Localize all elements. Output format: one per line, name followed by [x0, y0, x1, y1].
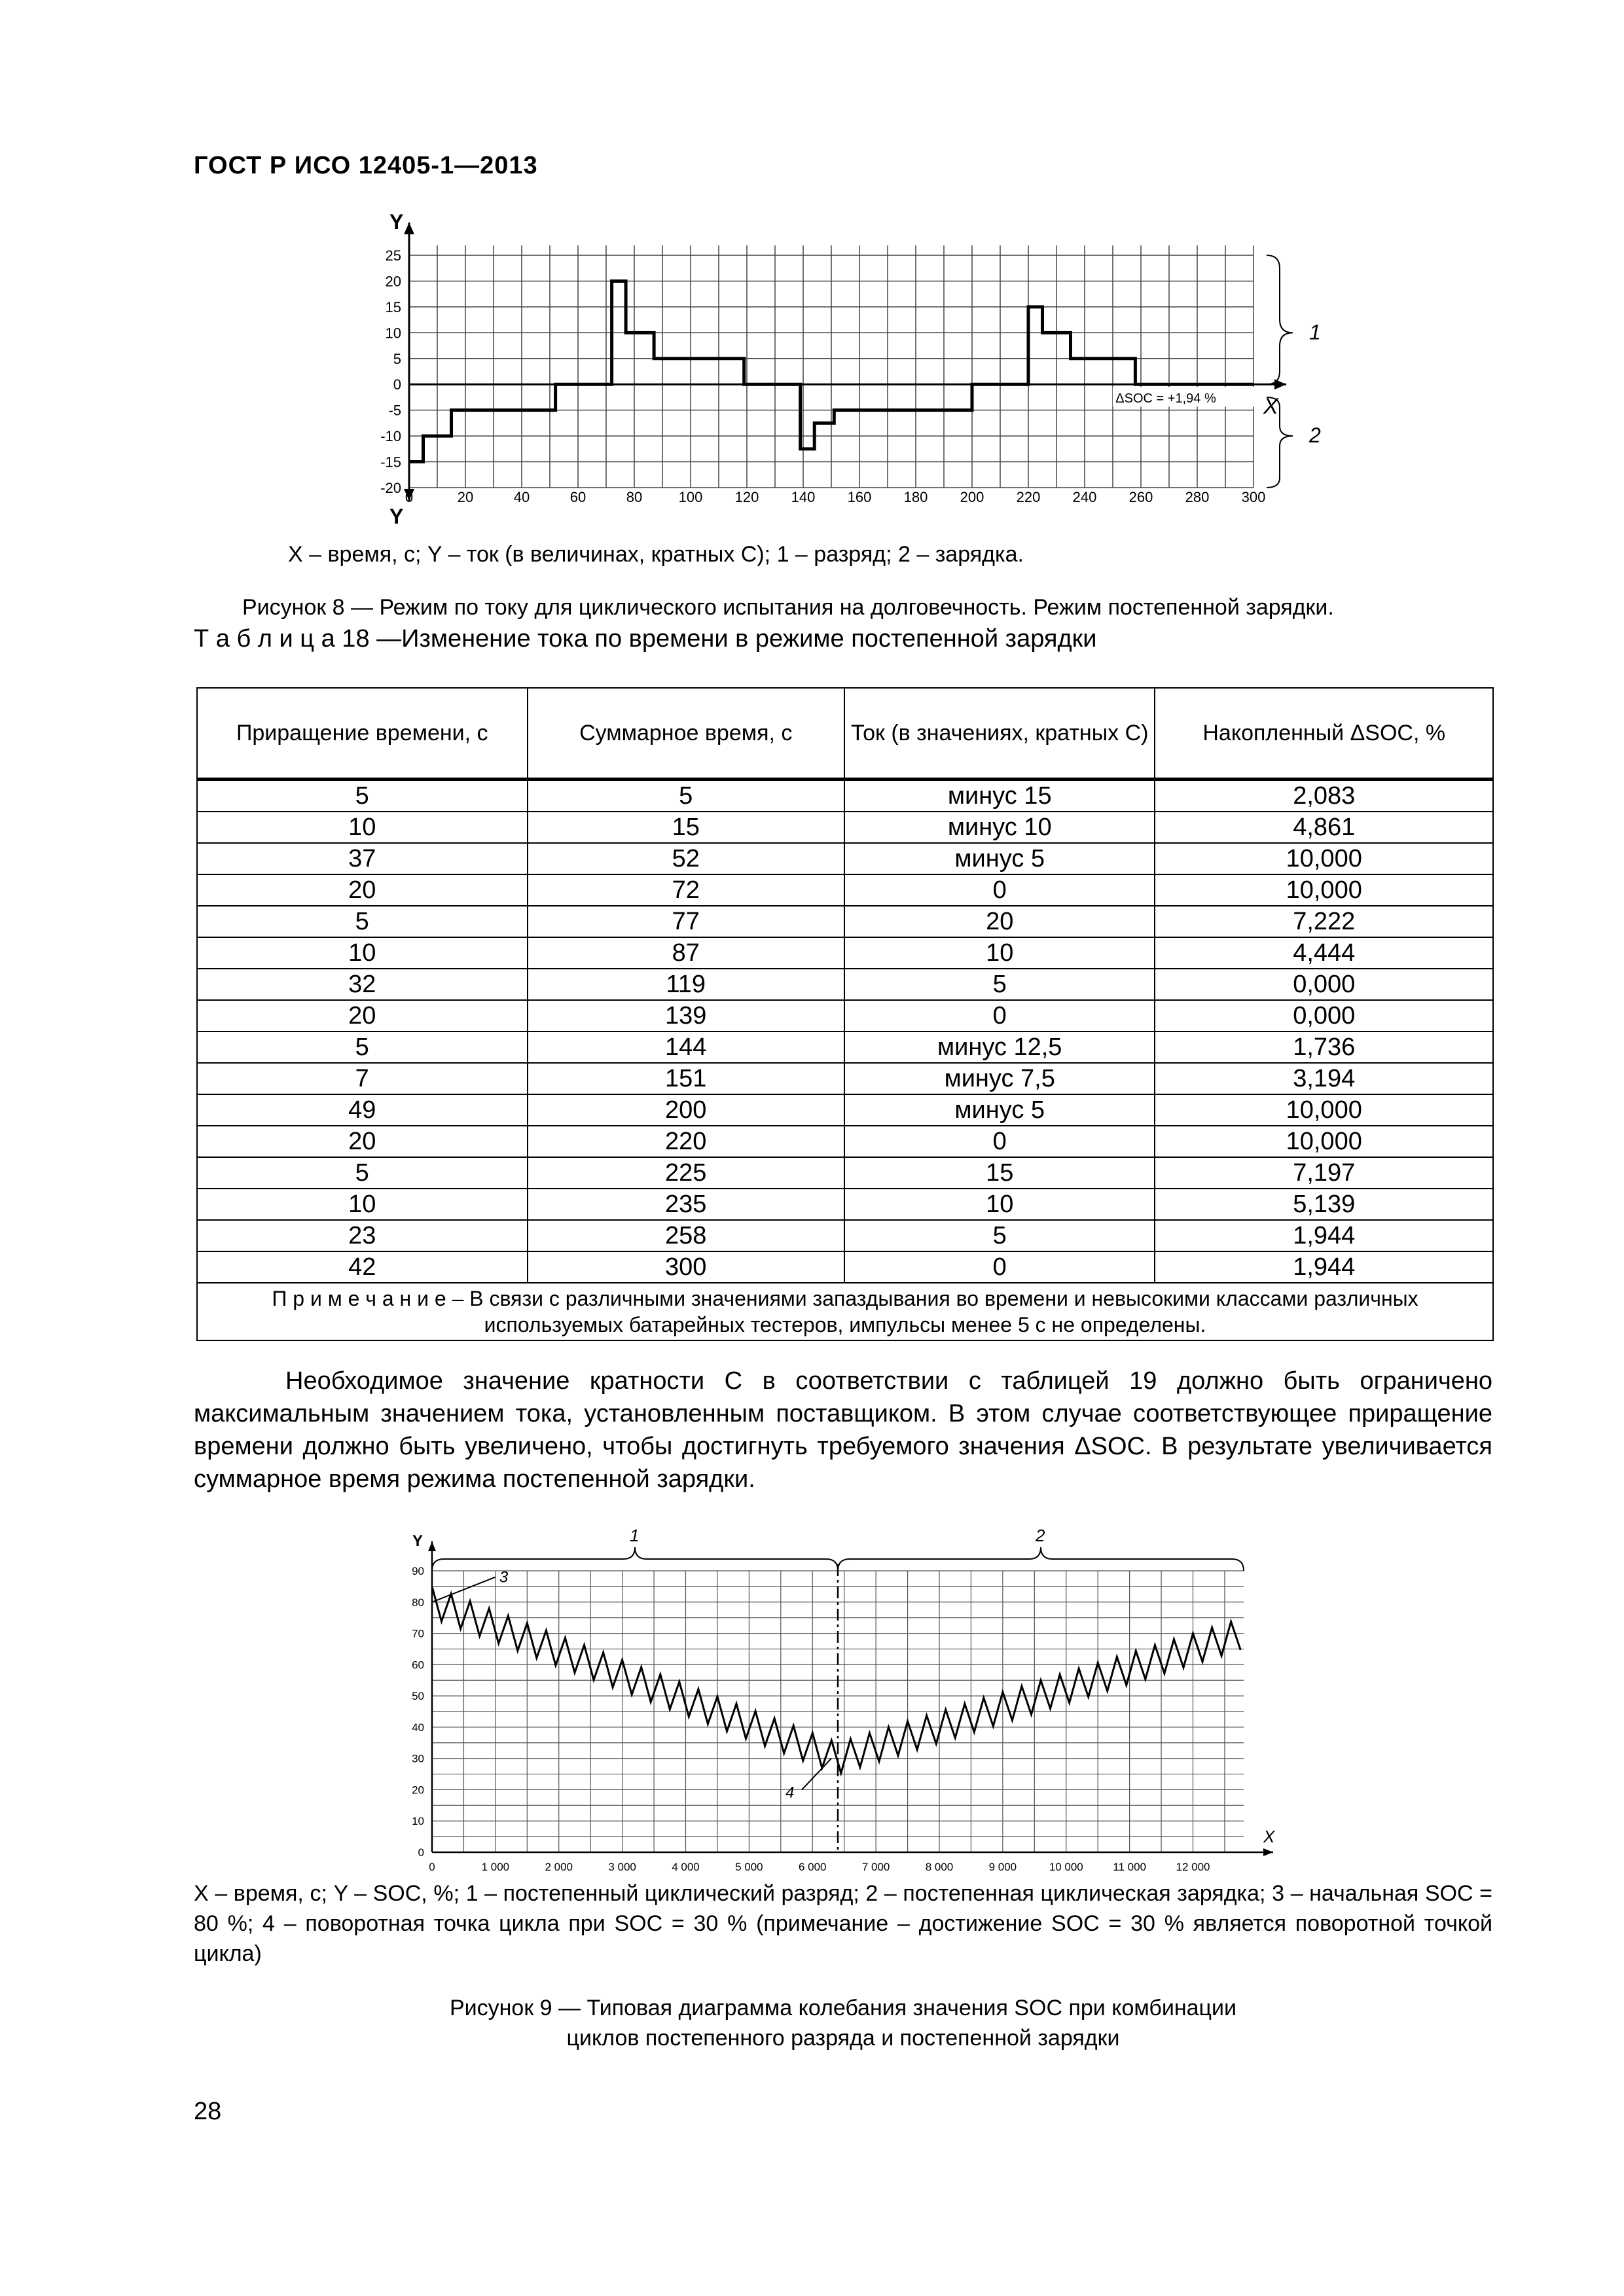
- x-tick-label: 20: [457, 489, 474, 505]
- marker-label: 3: [499, 1568, 509, 1587]
- y-tick-label: 50: [412, 1690, 424, 1703]
- table-cell: 10: [844, 1189, 1155, 1220]
- table-cell: 20: [197, 1126, 528, 1157]
- x-axis-label: X: [1263, 1827, 1275, 1846]
- brace: [432, 1547, 838, 1571]
- table-cell: минус 5: [844, 1094, 1155, 1126]
- table-cell: 5: [528, 780, 844, 812]
- table-cell: 32: [197, 969, 528, 1000]
- y-tick-label: 0: [418, 1846, 424, 1859]
- table-row: [197, 1094, 1493, 1126]
- table-cell: 23: [197, 1220, 528, 1251]
- figure-8-chart: [340, 209, 1388, 537]
- y-tick-label: 70: [412, 1627, 424, 1640]
- table-cell: минус 12,5: [844, 1031, 1155, 1063]
- table-row: [197, 1126, 1493, 1157]
- table-cell: 225: [528, 1157, 844, 1189]
- figure-9-annotations: [432, 1526, 1244, 1852]
- figure-8-tick-labels: [380, 210, 1279, 528]
- table-row: [197, 843, 1493, 874]
- table-cell: 119: [528, 969, 844, 1000]
- y-tick-label: 20: [412, 1784, 424, 1797]
- table-cell: 0: [844, 1000, 1155, 1031]
- table-note: П р и м е ч а н и е – В связи с различными значениями запаздывания во времени и невысокими классами различных используемых батарейных тестеров, импульсы менее 5 с не определены.: [197, 1283, 1493, 1340]
- table-cell: 20: [844, 906, 1155, 937]
- x-tick-label: 120: [734, 489, 759, 505]
- table-cell: 10,000: [1155, 843, 1493, 874]
- y-axis-label: Y: [412, 1532, 424, 1550]
- table-cell: 5,139: [1155, 1189, 1493, 1220]
- figure-9-tick-labels: [412, 1532, 1276, 1873]
- table-cell: 0: [844, 874, 1155, 906]
- annotation-text: ΔSOC = +1,94 %: [1115, 391, 1216, 406]
- table-cell: 258: [528, 1220, 844, 1251]
- table-cell: 10: [197, 937, 528, 969]
- x-tick-label: 3 000: [608, 1861, 636, 1873]
- table-cell: 20: [197, 1000, 528, 1031]
- figure-9-caption-line: Рисунок 9 — Типовая диаграмма колебания значения SOC при комбинации: [449, 1996, 1237, 2020]
- figure-8-annotations: [1113, 255, 1321, 488]
- figure-9-chart: [386, 1525, 1316, 1878]
- x-tick-label: 220: [1016, 489, 1041, 505]
- table-cell: 10: [197, 1189, 528, 1220]
- brace: [838, 1547, 1244, 1571]
- x-tick-label: 180: [903, 489, 928, 505]
- brace-label: 1: [1309, 320, 1321, 344]
- table-cell: 77: [528, 906, 844, 937]
- x-tick-label: 7 000: [861, 1861, 890, 1873]
- x-tick-label: 80: [626, 489, 643, 505]
- column-header: Приращение времени, с: [197, 688, 528, 780]
- y-tick-label: 60: [412, 1659, 424, 1672]
- table-row: [197, 969, 1493, 1000]
- table-row: [197, 906, 1493, 937]
- table-cell: 151: [528, 1063, 844, 1094]
- table-18: [196, 687, 1494, 1341]
- table-cell: 37: [197, 843, 528, 874]
- table-cell: 20: [197, 874, 528, 906]
- table-cell: 72: [528, 874, 844, 906]
- table-cell: 0,000: [1155, 1000, 1493, 1031]
- x-tick-label: 4 000: [672, 1861, 700, 1873]
- y-tick-label: 0: [393, 376, 401, 393]
- x-tick-label: 9 000: [988, 1861, 1017, 1873]
- table-row: [197, 780, 1493, 812]
- table-cell: 1,944: [1155, 1251, 1493, 1283]
- x-tick-label: 240: [1072, 489, 1097, 505]
- figure-9-soc-line: [432, 1587, 1240, 1773]
- x-tick-label: 1 000: [481, 1861, 510, 1873]
- table-cell: 300: [528, 1251, 844, 1283]
- table-cell: 200: [528, 1094, 844, 1126]
- table-cell: 3,194: [1155, 1063, 1493, 1094]
- x-tick-label: 260: [1128, 489, 1153, 505]
- table-cell: 1,736: [1155, 1031, 1493, 1063]
- table-cell: минус 5: [844, 843, 1155, 874]
- table-cell: 0: [844, 1126, 1155, 1157]
- x-tick-label: 280: [1185, 489, 1210, 505]
- paragraph-text: Необходимое значение кратности C в соответствии с таблицей 19 должно быть ограничено максимальным значением тока, установленным поставщиком. В этом случае соответствующее приращение времени должно быть увеличено, чтобы достигнуть требуемого значения ΔSOC. В результате увеличивается суммарное время режима постепенной зарядки.: [194, 1367, 1492, 1493]
- table-row: [197, 1157, 1493, 1189]
- x-tick-label: 140: [791, 489, 816, 505]
- table-cell: 5: [197, 906, 528, 937]
- table-cell: минус 10: [844, 812, 1155, 843]
- table-cell: 10,000: [1155, 874, 1493, 906]
- x-tick-label: 60: [569, 489, 586, 505]
- y-tick-label: 25: [385, 247, 401, 264]
- table-cell: 5: [197, 1157, 528, 1189]
- document-header: ГОСТ Р ИСО 12405-1—2013: [194, 152, 538, 179]
- table-cell: 144: [528, 1031, 844, 1063]
- x-tick-label: 0: [429, 1861, 435, 1873]
- table-cell: 235: [528, 1189, 844, 1220]
- table-row: [197, 1220, 1493, 1251]
- table-cell: 5: [844, 969, 1155, 1000]
- y-tick-label: -15: [380, 454, 401, 471]
- x-tick-label: 8 000: [925, 1861, 954, 1873]
- table-cell: 5: [197, 1031, 528, 1063]
- y-tick-label: 30: [412, 1752, 424, 1765]
- table-cell: 220: [528, 1126, 844, 1157]
- table-cell: 52: [528, 843, 844, 874]
- y-tick-label: 80: [412, 1596, 424, 1609]
- y-tick-label: 10: [385, 325, 401, 342]
- x-tick-label: 160: [847, 489, 872, 505]
- figure-9-caption-line: циклов постепенного разряда и постепенной зарядки: [566, 2026, 1120, 2051]
- figure-8-grid: [409, 245, 1254, 488]
- y-tick-label: 15: [385, 298, 401, 315]
- y-axis-label: Y: [389, 505, 404, 528]
- y-tick-label: 90: [412, 1565, 424, 1577]
- y-tick-label: 20: [385, 273, 401, 290]
- table-cell: 10: [844, 937, 1155, 969]
- x-tick-label: 10 000: [1049, 1861, 1083, 1873]
- table-cell: 4,444: [1155, 937, 1493, 969]
- x-axis-label: X: [1263, 394, 1278, 420]
- x-tick-label: 300: [1241, 489, 1266, 505]
- table-row: [197, 1031, 1493, 1063]
- table-cell: 139: [528, 1000, 844, 1031]
- y-tick-label: 10: [412, 1815, 424, 1828]
- table-cell: 4,861: [1155, 812, 1493, 843]
- table-cell: 0,000: [1155, 969, 1493, 1000]
- brace: [1267, 255, 1293, 384]
- marker-label: 4: [785, 1784, 795, 1802]
- table-cell: 49: [197, 1094, 528, 1126]
- table-cell: 5: [197, 780, 528, 812]
- x-tick-label: 2 000: [545, 1861, 573, 1873]
- table-cell: 7,222: [1155, 906, 1493, 937]
- page-number: 28: [194, 2098, 222, 2125]
- brace-label: 2: [1309, 423, 1321, 448]
- brace-label: 2: [1036, 1526, 1045, 1545]
- table-title: Т а б л и ц а 18 —Изменение тока по времени в режиме постепенной зарядки: [194, 625, 1097, 653]
- figure-9-axes: [428, 1541, 1273, 1856]
- table-cell: 87: [528, 937, 844, 969]
- table-cell: 0: [844, 1251, 1155, 1283]
- x-tick-label: 40: [513, 489, 530, 505]
- table-cell: 15: [844, 1157, 1155, 1189]
- y-tick-label: -10: [380, 428, 401, 445]
- table-row: [197, 1251, 1493, 1283]
- table-row: [197, 1063, 1493, 1094]
- y-tick-label: 5: [393, 350, 401, 367]
- table-row: [197, 1000, 1493, 1031]
- table-cell: 2,083: [1155, 780, 1493, 812]
- table-row: [197, 812, 1493, 843]
- figure-9-legend: X – время, с; Y – SOC, %; 1 – постепенный циклический разряд; 2 – постепенная циклическая зарядка; 3 – начальная SOC = 80 %; 4 – поворотная точка цикла при SOC = 30 % (примечание – достижение SOC = 30 % является поворотной точкой цикла): [194, 1881, 1492, 1966]
- column-header: Накопленный ΔSOC, %: [1155, 688, 1493, 780]
- figure-8-axes: [404, 223, 1286, 501]
- table-cell: 42: [197, 1251, 528, 1283]
- figure-9-caption: [194, 1993, 1492, 2053]
- x-tick-label: 12 000: [1176, 1861, 1210, 1873]
- x-tick-label: 6 000: [798, 1861, 827, 1873]
- table-cell: 7: [197, 1063, 528, 1094]
- y-tick-label: 40: [412, 1721, 424, 1734]
- table-cell: 7,197: [1155, 1157, 1493, 1189]
- y-axis-label: Y: [389, 210, 404, 234]
- table-cell: 10: [197, 812, 528, 843]
- x-tick-label: 5 000: [735, 1861, 763, 1873]
- figure-8-legend: X – время, с; Y – ток (в величинах, кратных C); 1 – разряд; 2 – зарядка.: [288, 542, 1024, 567]
- table-cell: 10,000: [1155, 1094, 1493, 1126]
- x-axis-arrow: [1263, 1848, 1273, 1856]
- table-cell: 5: [844, 1220, 1155, 1251]
- x-tick-label: 100: [678, 489, 703, 505]
- y-axis-arrow: [404, 223, 414, 234]
- table-cell: минус 15: [844, 780, 1155, 812]
- y-tick-label: -5: [388, 402, 401, 419]
- body-paragraph: [194, 1365, 1492, 1496]
- table-cell: минус 7,5: [844, 1063, 1155, 1094]
- table-row: [197, 874, 1493, 906]
- x-tick-label: 200: [960, 489, 984, 505]
- table-cell: 10,000: [1155, 1126, 1493, 1157]
- y-tick-label: -20: [380, 480, 401, 496]
- table-row: [197, 1189, 1493, 1220]
- table-cell: 15: [528, 812, 844, 843]
- table-cell: 1,944: [1155, 1220, 1493, 1251]
- figure-8-caption: Рисунок 8 — Режим по току для циклического испытания на долговечность. Режим постепенной зарядки.: [242, 595, 1334, 620]
- x-tick-label: 11 000: [1113, 1861, 1146, 1873]
- table-row: [197, 937, 1493, 969]
- x-tick-label: 0: [405, 489, 414, 505]
- column-header: Ток (в значениях, кратных C): [844, 688, 1155, 780]
- brace-label: 1: [630, 1526, 640, 1545]
- column-header: Суммарное время, с: [528, 688, 844, 780]
- y-axis-arrow: [428, 1541, 436, 1551]
